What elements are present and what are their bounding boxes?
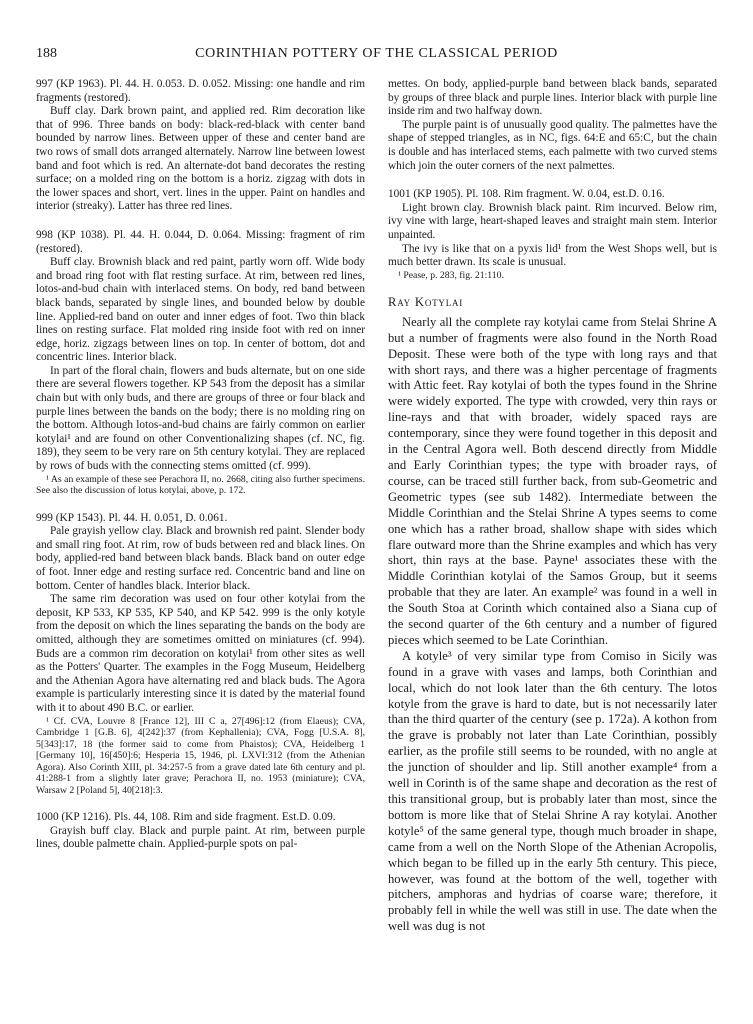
section-heading: Ray Kotylai <box>388 295 464 310</box>
paragraph-continuation: mettes. On body, applied-purple band between black bands, separated by groups of three black and purple lines. Interior black with purple line inside rim and two halfway down. <box>388 78 717 118</box>
page-header <box>36 46 717 68</box>
spacer <box>388 173 717 188</box>
spacer <box>388 281 717 296</box>
spacer <box>36 497 365 512</box>
body-paragraph: Nearly all the complete ray kotylai came from Stelai Shrine A but a number of fragments were also found in the North Road Deposit. These were both of the type with long rays and that with short rays, and there was a higher percentage of fragments with Attic feet. Ray kotylai of both the types found in the Shrine were widely exported. The type with crowded, very thin rays or line-rays and that with broader, widely spaced rays are contemporary, since they were found together in this deposit and in the Central Agora well. Both descend directly from Middle and Early Corinthian types; the type with broader rays, of course, can be traced still further back, from sub-Geometric and Geometric types (see sub 1482). Intermediate between the Middle Corinthian and the Stelai Shrine A types seems to come one which has a rather broad, shallow shape with sides which flare outward more than the Shrine examples and which has very short, thin rays at the base. Payne¹ associates these with the Middle Corinthian kotylai of the Samos Group, but it seems probable that they are later. An example² was found in a well in the South Stoa at Corinth which contained also a Siana cup of the second quarter of the 6th century and a number of figured pieces which seemed to be Late Corinthian. <box>388 314 717 647</box>
body-paragraph: A kotyle³ of very similar type from Comiso in Sicily was found in a grave with vases and lamps, both Corinthian and local, which do not look later than the 6th century. The lotos kotyle from the grave is hard to date, but is not necessarily later than the third quarter of the century (see p. 172a). A kothon from the grave is probably not later than Late Corinthian, possibly earlier, as the profile still seems to be rounded, with no angle at the junction of shoulder and lip. Still another example⁴ from a well in Corinth is of the same shape and decoration as the rest of this transitional group, but is probably later than most, since the bottom is more like that of Stelai Shrine A ray kotylai. Another kotyle⁵ of the same general type, though much broader in shape, came from a well on the North Slope of the Athenian Acropolis, which began to be filled up in the early 5th century. This piece, however, was found at the bottom of the well, together with pitchers, amphoras and hydrias of coarse ware; therefore, it probably fell in while the well was still in use. The date when the well was dug is not <box>388 648 717 934</box>
footnote: ¹ Cf. CVA, Louvre 8 [France 12], III C a, 27[496]:12 (from Elaeus); CVA, Cambridge 1 [G.B. 6], 4[242]:37 (from Kephallenia); CVA, Fogg [U.S.A. 8], 5[343]:17, 18 (the former said to come from Phaistos); CVA, Heidelberg 1 [Germany 10], 16[450]:6; Hesperia 15, 1946, pl. LXVI:312 (from the Athenian Agora). Also Corinth XIII, pl. 34:257-5 from a grave dated late 6th century and pl. 41:288-1 from a slightly later grave; Perachora II, no. 1953 (miniature); CVA, Warsaw 2 [Poland 5], 40[218]:3. <box>36 715 365 796</box>
footnote: ¹ Pease, p. 283, fig. 21:110. <box>398 269 504 281</box>
catalog-entry-heading: 998 (KP 1038). Pl. 44. H. 0.044, D. 0.064. Missing: fragment of rim (restored). <box>36 228 365 255</box>
paragraph: Light brown clay. Brownish black paint. Rim incurved. Below rim, ivy vine with large, heart-shaped leaves and straight main stem. Interior unpainted. <box>388 201 717 241</box>
catalog-entry-heading: 1001 (KP 1905). Pl. 108. Rim fragment. W. 0.04, est.D. 0.16. <box>388 188 665 201</box>
right-column <box>388 78 717 935</box>
paragraph: The same rim decoration was used on four other kotylai from the deposit, KP 533, KP 535, KP 540, and KP 542. 999 is the only kotyle from the deposit on which the lines separating the bands on the body are omitted, although they are sometimes omitted on miniatures (cf. 994). Buds are a common rim decoration on kotylai¹ from other sites as well as the Potters' Quarter. The examples in the Fogg Museum, Heidelberg and the Athenian Agora have alternating red and black buds. The Agora example is particularly interesting since it is dated by the material found with it to about 490 B.C. or earlier. <box>36 593 365 714</box>
spacer <box>36 796 365 811</box>
paragraph: In part of the floral chain, flowers and buds alternate, but on one side there are several flowers together. KP 543 from the deposit has a similar chain but with only buds, and there are groups of three or four black and purple lines between the bands on the body; there is no molding ring on the bottom. Although lotos-and-bud chains are fairly common on earlier kotylai¹ and are found on other Conventionalizing shapes (cf. NC, fig. 189), they seem to be very rare on 5th century kotylai. They are replaced by rows of buds with the connecting stems omitted (cf. 999). <box>36 364 365 473</box>
catalog-entry-heading: 1000 (KP 1216). Pls. 44, 108. Rim and side fragment. Est.D. 0.09. <box>36 811 336 824</box>
running-title: CORINTHIAN POTTERY OF THE CLASSICAL PERIOD <box>195 46 558 61</box>
paragraph: Buff clay. Brownish black and red paint, partly worn off. Wide body and broad ring foot with flat resting surface. At rim, between red lines, lotos-and-bud chain with interlaced stems. On body, red band between black bands, separated by single lines, and bounded below by double line. Applied-red band on outer and inner edges of foot. Two thin black lines on resting surface. Flat molded ring inside foot with red on inner edge, horiz. zigzags between lines on top. In center of bottom, dot and concentric lines. Interior black. <box>36 256 365 364</box>
footnote: ¹ As an example of these see Perachora II, no. 2668, citing also further specimens. See also the discussion of lotus kotylai, above, p. 172. <box>36 473 365 497</box>
paragraph: Buff clay. Dark brown paint, and applied red. Rim decoration like that of 996. Three bands on body: black-red-black with center band bounded by narrow lines. Between upper of these and center band are two rows of small dots arranged alternately. Narrow line between lowest band and foot which is red. An alternate-dot band decorates the resting surface; on a molded ring on the bottom is a horiz. zigzag with dots in the lower spaces and short, vert. lines in the upper. Paint on handles and interior (streaky). Latter has three red lines. <box>36 105 365 213</box>
paragraph: Pale grayish yellow clay. Black and brownish red paint. Slender body and small ring foot. At rim, row of buds between red and black lines. On body, applied-red band between black bands. Black band on outer edge of foot. Inner edge and resting surface red. Concentric band and line on bottom. Center of handles black. Interior black. <box>36 525 365 592</box>
paragraph: The ivy is like that on a pyxis lid¹ from the West Shops well, but is much better drawn. Its scale is unusual. <box>388 242 717 269</box>
paragraph: The purple paint is of unusually good quality. The palmettes have the shape of stepped triangles, as in NC, figs. 64:E and 65:C, but the chain is double and has interlaced stems, each palmette with two curved stems which join the outer corners of the next palmettes. <box>388 118 717 172</box>
catalog-entry-heading: 997 (KP 1963). Pl. 44. H. 0.053. D. 0.052. Missing: one handle and rim fragments (restored). <box>36 78 365 104</box>
spacer <box>36 214 365 229</box>
page-number: 188 <box>36 46 57 61</box>
left-column <box>36 78 365 852</box>
paragraph: Grayish buff clay. Black and purple paint. At rim, between purple lines, double palmette chain. Applied-purple spots on pal- <box>36 824 365 851</box>
catalog-entry-heading: 999 (KP 1543). Pl. 44. H. 0.051, D. 0.061. <box>36 511 228 524</box>
